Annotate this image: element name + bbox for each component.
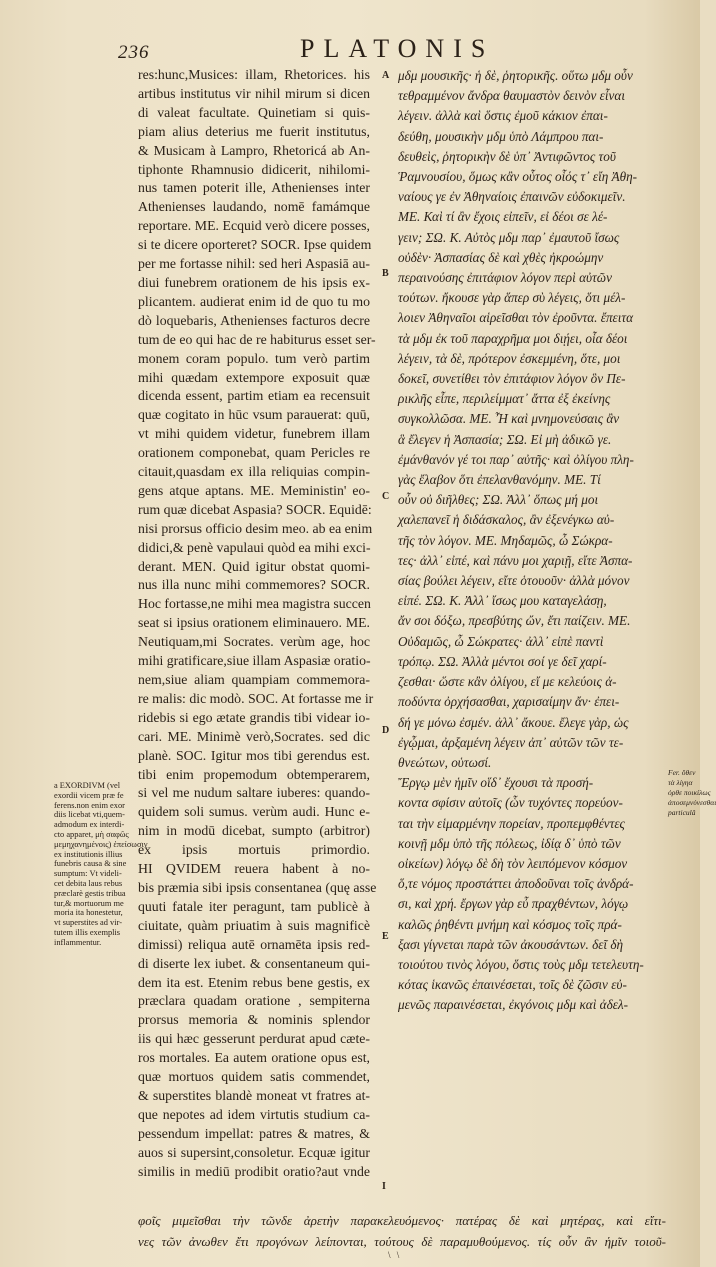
greek-text-line: τῆς τὸν λόγον. ΜΕ. Μηδαμῶς, ὦ Σώκρα- bbox=[398, 532, 613, 548]
latin-text-line: di diserte lex iubet. & consentaneum qui- bbox=[138, 955, 370, 971]
margin-note-line: tur,& mortuorum me bbox=[54, 898, 124, 908]
greek-column bbox=[398, 66, 666, 1016]
margin-note-line: ὀρθε ποικίλως bbox=[668, 788, 711, 797]
latin-text-line: auos si supersint,consoletur. Ecquæ igitur bbox=[138, 1144, 370, 1160]
greek-text-line: καλῶς ῥηθέντι μνήμη καὶ κόσμος τοῖς πρά- bbox=[398, 916, 622, 932]
greek-text-line: δοκεῖ, συνετίθει τὸν ἐπιτάφιον λόγον ὃν Πε- bbox=[398, 371, 626, 387]
latin-text-line: ciuitate, quàm priuatim à suis magnificè bbox=[138, 917, 370, 933]
greek-text-line: τεθραμμένον ἄνδρα θαυμαστὸν δεινὸν εἶναι bbox=[398, 88, 625, 104]
latin-text-line: iis qui hæc gesserunt perdurat apud cæte- bbox=[138, 1031, 370, 1047]
section-marker-i: I bbox=[382, 1181, 386, 1192]
latin-text-line: gens atque aptans. ME. Meministin' eo- bbox=[138, 482, 370, 498]
greek-text-line: τούτων. ἤκουσε γὰρ ἅπερ σὺ λέγεις, ὅτι μέλ- bbox=[398, 290, 626, 306]
margin-note-line: admodum ex interdi- bbox=[54, 820, 125, 830]
greek-text-line: περαινούσης ἐπιτάφιον λόγον περὶ αὐτῶν bbox=[398, 270, 612, 286]
margin-note-right bbox=[668, 768, 716, 818]
greek-text-line: λέγειν. ἀλλὰ καὶ ὅστις ἐμοῦ κάκιον ἐπαι- bbox=[398, 108, 608, 124]
latin-text-line: præclara quadam oratione , sempiterna bbox=[138, 993, 370, 1009]
greek-text-line: λέγειν, τὰ δὲ, πρότερον ἐσκεμμένη, ὅτε, μοι bbox=[398, 350, 621, 366]
section-marker-d: D bbox=[382, 725, 390, 736]
page-number: 236 bbox=[118, 42, 150, 63]
greek-text-line: δευθεὶς, ῥητορικὴν δὲ ὑπ᾽ Ἀντιφῶντος τοῦ bbox=[398, 148, 616, 164]
greek-text-line: ὅ,τε νόμος προστάττει ἀποδοῦναι τοῖς ἀνδρά- bbox=[398, 876, 634, 892]
margin-note-line: a EXORDIVM (vel bbox=[54, 781, 121, 790]
margin-note-line: moria ita honestetur, bbox=[54, 908, 123, 918]
latin-text-line: artibus institutus vir nihil mirum si dicen bbox=[138, 85, 370, 101]
margin-note-line: diis licebat vti,quem- bbox=[54, 810, 125, 820]
latin-text-line: seat si ipsius orationem eliminauero. ME. bbox=[138, 615, 370, 631]
latin-text-line: ridebis si ego ætate grandis tibi videar io- bbox=[138, 709, 370, 725]
greek-text-line: συγκολλῶσα. ΜΕ. Ἦ καὶ μνημονεύσαις ἂν bbox=[398, 411, 620, 427]
greek-text-line: οὐδὲν· Ἀσπασίας δὲ καὶ χθὲς ἠκροώμην bbox=[398, 249, 604, 265]
latin-text-line: didici,& penè vapulaui quòd ea mihi exci- bbox=[138, 539, 371, 555]
greek-text-line: νες τῶν ἀνωθεν ἔτι προγόνων λείπονται, τούτους δὲ παραμυθούμενος. τίς οὖν ἂν ἡμῖν τοιοῦ- bbox=[138, 1234, 666, 1249]
greek-text-line: γὰς ἔλαβον ὅτι ἐπελανθανόμην. ΜΕ. Τί bbox=[398, 472, 601, 488]
greek-text-line: μδμ μουσικῆς· ἡ δὲ, ῥητορικῆς. οὕτω μδμ οὖν bbox=[398, 68, 633, 83]
margin-note-line: præclarè gestis tribua bbox=[54, 888, 126, 898]
greek-text-line: ποδύντα ὀρχήσασθαι, χαρισαίμην ἄν· ἐπει- bbox=[398, 694, 620, 710]
latin-text-line: monem coram populo. tum verò partim bbox=[138, 350, 370, 366]
margin-note-line: exordii vicem præ fe bbox=[54, 790, 124, 800]
greek-text-line: ἃ ἔλεγεν ἡ Ἀσπασία; ΣΩ. Εἰ μὴ ἀδικῶ γε. bbox=[398, 431, 612, 447]
greek-text-line: κοντα σφίσιν αὐτοῖς (ὧν τυχόντες πορεύον- bbox=[398, 795, 623, 811]
greek-text-line: μενῶς παραινέσεται, ἐκγόνοις μδμ καὶ ἀδελ- bbox=[398, 997, 629, 1013]
latin-text-line: mihi gratificare,siue illam Aspasiæ oratio- bbox=[138, 653, 371, 669]
latin-text-line: vt mihi quidem videtur, funebrem illam bbox=[138, 426, 370, 442]
section-marker-b: B bbox=[382, 268, 389, 279]
latin-text-line: nem,siue aliam quampiam commemora- bbox=[138, 672, 370, 687]
margin-note-line: inflammentur. bbox=[54, 937, 102, 947]
latin-text-line: re malis: dic modò. SOC. At fortasse me ir bbox=[138, 690, 374, 706]
greek-text-line: χαλεπανεῖ ἡ διδάσκαλος, ἂν ἐξενέγκω αὐ- bbox=[398, 512, 615, 528]
latin-text-line: derant. MEN. Quid igitur obstat quomi- bbox=[138, 558, 370, 574]
greek-full-width-lines bbox=[138, 1210, 666, 1252]
latin-text-line: ros mortales. Ea autem oratione opus est, bbox=[138, 1050, 370, 1066]
latin-text-line: mihi quædam extempore exposuit quæ bbox=[138, 369, 370, 385]
margin-note-line: ex institutionis illius bbox=[54, 849, 123, 859]
latin-text-line: di valeat facultate. Quinetiam si quis- bbox=[138, 104, 370, 120]
margin-note-line: τὰ λίγηα bbox=[668, 778, 693, 787]
greek-text-line: Ῥαμνουσίου, ὅμως κἂν οὗτος οἷός τ᾽ εἴη Ἀθη- bbox=[398, 169, 638, 185]
greek-text-line: ΜΕ. Καὶ τί ἂν ἔχοις εἰπεῖν, εἰ δέοι σε λέ- bbox=[398, 209, 608, 225]
margin-note-line: ferens.non enim exor bbox=[54, 800, 125, 810]
latin-text-line: prorsus memoria & nominis splendor bbox=[138, 1012, 370, 1028]
latin-text-line: quæ mortuos quidem satis commendet, bbox=[138, 1069, 370, 1085]
latin-text-line: diui funebrem orationem de his ipsis ex- bbox=[138, 274, 370, 290]
latin-text-line: dimissi) reliqua autē ornamēta ipsis red- bbox=[138, 936, 370, 952]
margin-note-line: cet debita laus rebus bbox=[54, 878, 123, 888]
latin-text-line: citauit,quasdam ex illa reliquias compin- bbox=[138, 464, 370, 480]
latin-text-line: Neutiquam,mi Socrates. verùm age, hoc bbox=[138, 634, 370, 650]
section-marker-c: C bbox=[382, 491, 390, 502]
latin-text-line: nisi prorsus officio desim meo. ab ea enim bbox=[138, 520, 373, 536]
greek-text-line: θνεώτων, οὑτωσί. bbox=[398, 754, 492, 770]
greek-text-line: δή γε μόνω ἐσμέν. ἀλλ᾽ ἄκουε. ἔλεγε γὰρ, ὡς bbox=[398, 714, 629, 730]
latin-text-line: dò loquebaris, Athenienses facturos decre bbox=[138, 312, 370, 328]
greek-text-line: Ἔργῳ μὲν ἡμῖν οἵδ᾽ ἔχουσι τὰ προσή- bbox=[398, 775, 594, 791]
margin-note-line: funebris causa & sine bbox=[54, 859, 127, 869]
greek-text-line: ἄν σοι δόξω, πρεσβύτης ὤν, ἔτι παίζειν. ΜΕ. bbox=[398, 613, 631, 629]
latin-text-line: dicenda essent, partim etiam ea recensuit bbox=[138, 388, 370, 404]
latin-text-line: similis in mediū prodibit oratio?aut vnde bbox=[138, 1163, 370, 1179]
running-head: PLATONIS bbox=[300, 34, 495, 63]
page-header bbox=[0, 28, 700, 68]
greek-text-line: τες· ἀλλ᾽ εἰπέ, καὶ πάνυ μοι χαριῇ, εἴτε Ἀσπα- bbox=[398, 552, 633, 568]
greek-text-line: ξασι γίγνεται παρὰ τῶν ἀκουσάντων. δεῖ δὴ bbox=[398, 936, 624, 952]
latin-text-line: pessendum impellat: patres & matres, & bbox=[138, 1125, 370, 1141]
latin-text-line: HI QVIDEM reuera habent à no- bbox=[138, 861, 370, 877]
greek-text-line: ται τὴν εἱμαρμένην πορείαν, προπεμφθέντες bbox=[398, 815, 625, 831]
latin-text-line: quæ cogitato in hūc vsum parauerat: quū, bbox=[138, 407, 370, 423]
greek-text-line: τὰ μδμ ἐκ τοῦ παραχρῆμα μοι διῄει, οἷα δέοι bbox=[398, 330, 628, 346]
latin-text-line: nim in modū dicebat, sumpto (arbitror) bbox=[138, 823, 370, 839]
greek-text-line: ἐμάνθανόν γέ τοι παρ᾽ αὐτῆς· καὶ ὀλίγου πλη- bbox=[398, 451, 634, 467]
greek-text-line: κοινῇ μδμ ὑπὸ τῆς πόλεως, ἰδίᾳ δ᾽ ὑπὸ τῶν bbox=[398, 835, 621, 851]
greek-text-line: γειν; ΣΩ. Κ. Αὐτὸς μδμ παρ᾽ ἐμαυτοῦ ἴσως bbox=[398, 229, 620, 245]
margin-note-line: particulâ bbox=[668, 808, 696, 817]
latin-text-line: tiphonte Rhamnusio didicerit, nihilomi- bbox=[138, 161, 370, 177]
margin-note-line: ἀποσεμνύνεσθαι bbox=[668, 798, 716, 807]
margin-note-line: vt superstites ad vir- bbox=[54, 918, 122, 928]
section-marker-a: A bbox=[382, 70, 390, 81]
latin-text-line: rum quæ dicebat Aspasia? SOCR. Equidē: bbox=[138, 501, 372, 517]
latin-text-line: ex ipsis mortuis primordio. bbox=[138, 842, 370, 858]
latin-text-line: & superstites blandè moneat vt fratres at- bbox=[138, 1087, 370, 1103]
latin-text-line: reportare. ME. Ecquid verò dicere posses, bbox=[138, 218, 370, 234]
latin-text-line: si te dicere oporteret? SOCR. Ipse quidem bbox=[138, 237, 372, 253]
greek-text-line: φοῖς μιμεῖσθαι τὴν τῶνδε ἀρετὴν παρακελευόμενος· πατέρας δὲ καὶ μητέρας, καὶ εἴτι- bbox=[138, 1213, 666, 1228]
latin-text-line: que nepotes ad idem virtutis studium ca- bbox=[138, 1106, 370, 1122]
latin-column bbox=[138, 66, 377, 1181]
greek-text-line: Οὐδαμῶς, ὦ Σώκρατες· ἀλλ᾽ εἰπὲ παντὶ bbox=[398, 633, 604, 649]
greek-text-line: τρόπῳ. ΣΩ. Ἀλλὰ μέντοι σοί γε δεῖ χαρί- bbox=[398, 653, 607, 669]
latin-text-line: tibi enim propemodum obtemperarem, bbox=[138, 766, 370, 782]
latin-text-line: Hoc fortasse,ne mihi mea magistra succen bbox=[138, 596, 371, 612]
latin-text-line: nus illa nunc mihi commemores? SOCR. bbox=[138, 577, 370, 593]
latin-text-line: planè. SOC. Igitur mos tibi gerendus est. bbox=[138, 747, 370, 763]
latin-text-line: quidem soli sumus. verùm audi. Hunc e- bbox=[138, 804, 370, 820]
latin-text-line: per me fortasse nihil: sed heri Aspasiā au- bbox=[138, 256, 370, 272]
greek-text-line: κότας ἱκανῶς ἐπαινέσεται, τοῖς δὲ ζῶσιν εὐ- bbox=[398, 977, 627, 993]
catchword: \ \ bbox=[388, 1250, 402, 1260]
latin-text-line: cari. ME. Minimè verò,Socrates. sed dic bbox=[138, 728, 370, 744]
greek-text-line: σίας βούλει λέγειν, εἴτε ὁτουοῦν· ἀλλὰ μόνον bbox=[398, 573, 630, 589]
greek-text-line: οὖν οὐ διῆλθες; ΣΩ. Ἀλλ᾽ ὅπως μή μοι bbox=[398, 492, 599, 508]
margin-note-line: tutem illis exemplis bbox=[54, 927, 121, 937]
margin-note-line: sumptum: Vt videli- bbox=[54, 869, 122, 879]
greek-text-line: ναίους γε ἐν Ἀθηναίοις ἐπαινῶν εὐδοκιμεῖν. bbox=[398, 189, 626, 205]
latin-text-line: res:hunc,Musices: illam, Rhetorices. his bbox=[138, 67, 370, 82]
greek-text-line: οἰκείων) λόγῳ δὲ δὴ τὸν λειπόμενον κόσμον bbox=[398, 855, 628, 871]
greek-text-line: δεύθη, μουσικὴν μδμ ὑπὸ Λάμπρου παι- bbox=[398, 128, 604, 144]
greek-text-line: εἰπέ. ΣΩ. Κ. Ἀλλ᾽ ἴσως μου καταγελάσῃ, bbox=[398, 593, 607, 609]
latin-text-line: nus tamen poterit ille, Athenienses inter bbox=[138, 180, 370, 196]
section-marker-e: E bbox=[382, 931, 389, 942]
margin-note-line: μεμηχανημένοις) ἐπείσωσιν bbox=[54, 839, 148, 849]
greek-text-line: λοιεν Ἀθηναῖοι αἱρεῖσθαι τὸν ἐροῦντα. ἔπειτα bbox=[398, 310, 634, 326]
latin-text-line: dem ita est. Etenim rebus bene gestis, ex bbox=[138, 974, 370, 990]
latin-text-line: Athenienses laudando, nomē famámque bbox=[138, 199, 370, 215]
latin-text-line: & Musicam à Lampro, Rhetoricá ab An- bbox=[138, 142, 370, 158]
greek-text-line: τοιούτου τινὸς λόγου, ὅστις τοὺς μδμ τετελευτη- bbox=[398, 956, 644, 972]
greek-text-line: ἐγᾦμαι, ἀρξαμένη λέγειν ἀπ᾽ αὐτῶν τῶν τε- bbox=[398, 734, 624, 750]
latin-text-line: plicantem. audierat enim id de quo tu mo bbox=[138, 293, 370, 309]
greek-text-line: ρικλῆς εἶπε, περιλείμματ᾽ ἄττα ἐξ ἐκείνης bbox=[398, 391, 611, 407]
latin-text-line: orationem componebat, quam Pericles re bbox=[138, 445, 370, 461]
margin-note-line: Fer. ὄθεν bbox=[668, 768, 696, 777]
latin-text-line: bis præmia sibi ipsis consentanea (quę asse bbox=[138, 879, 377, 895]
latin-text-line: piam alius deterius me fuerit institutus, bbox=[138, 123, 370, 139]
greek-text-line: σι, καὶ χρή. ἔργων γὰρ εὖ πραχθέντων, λόγῳ bbox=[398, 896, 629, 912]
latin-text-line: tum de eo qui hac de re habiturus esset ser- bbox=[138, 331, 376, 347]
greek-text-line: ζεσθαι· ὥστε κἂν ὀλίγου, εἴ με κελεύοις ἀ- bbox=[398, 674, 617, 690]
margin-note-line: cto apparet, μὴ σαφῶς bbox=[54, 829, 129, 839]
latin-text-line: quuti fatale iter peragunt, tam publicè à bbox=[138, 898, 370, 914]
latin-text-line: si vel me nudum saltare iuberes: quando- bbox=[138, 785, 370, 801]
margin-note-exordium bbox=[54, 781, 148, 948]
